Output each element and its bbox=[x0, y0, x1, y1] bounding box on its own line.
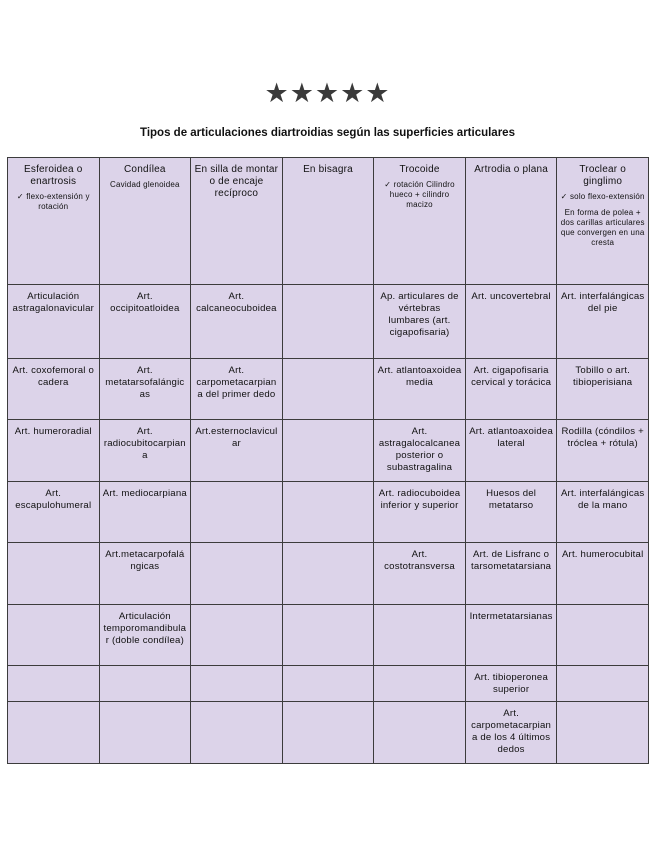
header-label: Artrodia o plana bbox=[474, 164, 548, 175]
header-cell bbox=[374, 158, 466, 285]
table-cell: Art. interfalángicas del pie bbox=[557, 285, 649, 359]
table-row bbox=[8, 666, 649, 702]
header-note: Cavidad glenoidea bbox=[110, 180, 180, 189]
table-cell bbox=[191, 702, 283, 764]
header-cell bbox=[191, 158, 283, 285]
table-cell bbox=[282, 359, 374, 420]
header-note: ✓ rotación Cilindro hueco + cilindro macizo bbox=[384, 180, 455, 209]
table-cell: Art. coxofemoral o cadera bbox=[8, 359, 100, 420]
table-cell: Art. costotransversa bbox=[374, 543, 466, 605]
table-row bbox=[8, 482, 649, 543]
table-cell bbox=[374, 605, 466, 666]
table-cell: Art. escapulohumeral bbox=[8, 482, 100, 543]
table-cell bbox=[8, 702, 100, 764]
header-label: Esferoidea o enartrosis bbox=[24, 164, 83, 187]
page-title: Tipos de articulaciones diartroidias según las superficies articulares bbox=[140, 127, 515, 139]
header-cell bbox=[8, 158, 100, 285]
table-cell bbox=[282, 543, 374, 605]
table-cell: Art. humeroradial bbox=[8, 420, 100, 482]
header-note: ✓ solo flexo-extensión bbox=[560, 192, 645, 201]
table-cell bbox=[191, 482, 283, 543]
header-cell bbox=[282, 158, 374, 285]
header-label: Troclear o ginglimo bbox=[579, 164, 627, 187]
table-row bbox=[8, 359, 649, 420]
header-label: Trocoide bbox=[399, 164, 440, 175]
table-cell: Art. calcaneocuboidea bbox=[191, 285, 283, 359]
rating-stars: ★★★★★ bbox=[264, 78, 391, 109]
table-row bbox=[8, 605, 649, 666]
table-cell bbox=[99, 666, 191, 702]
table-cell bbox=[191, 666, 283, 702]
header-cell bbox=[99, 158, 191, 285]
table-cell: Art.metacarpofalángicas bbox=[99, 543, 191, 605]
table-cell bbox=[282, 605, 374, 666]
table-cell bbox=[282, 666, 374, 702]
table-cell: Art. atlantoaxoidea lateral bbox=[465, 420, 557, 482]
table-row bbox=[8, 420, 649, 482]
header-cell bbox=[465, 158, 557, 285]
table-cell: Articulación astragalonavicular bbox=[8, 285, 100, 359]
table-cell bbox=[282, 702, 374, 764]
table-cell: Tobillo o art. tibioperisiana bbox=[557, 359, 649, 420]
table-cell bbox=[99, 702, 191, 764]
table-cell: Intermetatarsianas bbox=[465, 605, 557, 666]
table-cell: Art. tibioperonea superior bbox=[465, 666, 557, 702]
header-note-secondary: En forma de polea + dos carillas articulares que convergen en una cresta bbox=[560, 208, 645, 247]
table-cell bbox=[374, 702, 466, 764]
table-cell: Art. occipitoatloidea bbox=[99, 285, 191, 359]
table-cell bbox=[282, 482, 374, 543]
table-cell bbox=[8, 666, 100, 702]
table-cell bbox=[8, 605, 100, 666]
header-label: En bisagra bbox=[303, 164, 353, 175]
table-cell: Art. uncovertebral bbox=[465, 285, 557, 359]
table-cell: Art. mediocarpiana bbox=[99, 482, 191, 543]
table-row bbox=[8, 285, 649, 359]
header-cell bbox=[557, 158, 649, 285]
table-cell: Art. cigapofisaria cervical y torácica bbox=[465, 359, 557, 420]
table-cell: Art. astragalocalcanea posterior o subastragalina bbox=[374, 420, 466, 482]
table-cell: Art.esternoclavicular bbox=[191, 420, 283, 482]
table-cell: Ap. articulares de vértebras lumbares (art. cigapofisaria) bbox=[374, 285, 466, 359]
table-cell bbox=[557, 702, 649, 764]
table-cell bbox=[374, 666, 466, 702]
table-cell bbox=[557, 605, 649, 666]
table-cell: Art. radiocuboidea inferior y superior bbox=[374, 482, 466, 543]
table-cell bbox=[191, 605, 283, 666]
header-note: ✓ flexo-extensión y rotación bbox=[16, 192, 90, 211]
table-cell: Art. radiocubitocarpiana bbox=[99, 420, 191, 482]
table-cell bbox=[557, 666, 649, 702]
table-cell: Rodilla (cóndilos + tróclea + rótula) bbox=[557, 420, 649, 482]
articulation-table bbox=[7, 157, 649, 764]
table-cell: Art. humerocubital bbox=[557, 543, 649, 605]
table-cell: Art. metatarsofalángicas bbox=[99, 359, 191, 420]
table-cell bbox=[282, 420, 374, 482]
header-label: En silla de montar o de encaje recíproco bbox=[194, 164, 279, 199]
table-cell: Huesos del metatarso bbox=[465, 482, 557, 543]
table-cell: Art. interfalángicas de la mano bbox=[557, 482, 649, 543]
table-cell bbox=[8, 543, 100, 605]
table-row bbox=[8, 543, 649, 605]
table-cell: Art. carpometacarpiana del primer dedo bbox=[191, 359, 283, 420]
table-header-row bbox=[8, 158, 649, 285]
table-row bbox=[8, 702, 649, 764]
table-cell: Art. de Lisfranc o tarsometatarsiana bbox=[465, 543, 557, 605]
table-cell bbox=[282, 285, 374, 359]
table-cell bbox=[191, 543, 283, 605]
table-cell: Art. carpometacarpiana de los 4 últimos dedos bbox=[465, 702, 557, 764]
table-cell: Articulación temporomandibular (doble condílea) bbox=[99, 605, 191, 666]
table-cell: Art. atlantoaxoidea media bbox=[374, 359, 466, 420]
header-label: Condílea bbox=[124, 164, 166, 175]
